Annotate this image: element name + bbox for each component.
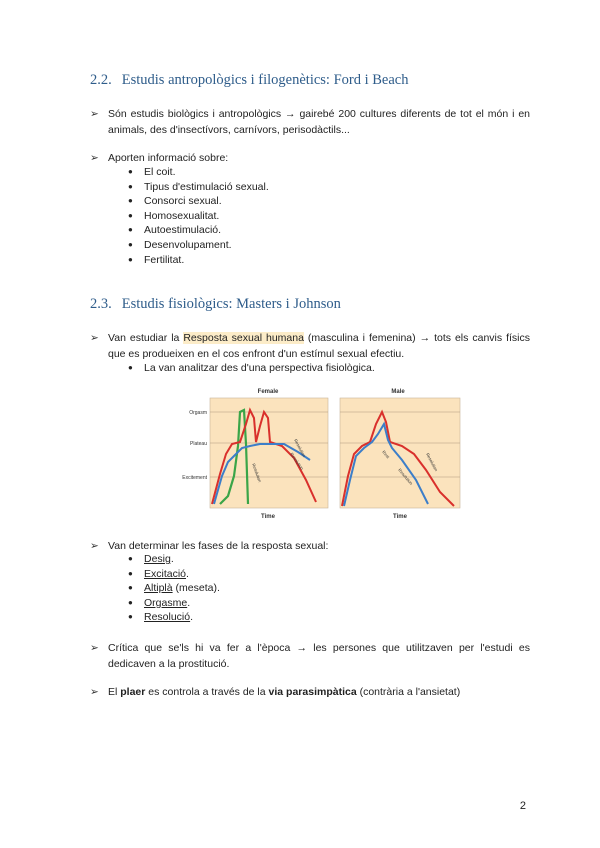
section-title: Estudis antropològics i filogenètics: Ford i Beach <box>121 72 409 88</box>
paragraph-ford-beach: ➢ Són estudis biològics i antropològics → gairebé 200 cultures diferents de tot el món i en animals, des d'insectívors, carnívors, perisodàctils... <box>90 108 530 136</box>
phases-list <box>128 552 220 625</box>
list-item: ● Resolució. <box>128 610 220 625</box>
arrow-bullet-icon: ➢ <box>90 108 99 120</box>
list-item: ● Excitació. <box>128 567 220 582</box>
paragraph-fases: ➢ Van determinar les fases de la resposta sexual: <box>90 540 329 552</box>
list-item: ● Desig. <box>128 552 220 567</box>
arrow-bullet-icon: ➢ <box>90 686 99 698</box>
list-item: ● Fertilitat. <box>128 253 269 268</box>
highlighted-term: Resposta sexual humana <box>183 332 304 344</box>
curve-label: Resolution <box>289 451 305 471</box>
paragraph-critica: ➢ Crítica que se'ls hi va fer a l'època → les persones que utilitzaven per l'estudi es dedicaven a la prostitució. <box>90 642 530 670</box>
x-label-male: Time <box>393 514 407 520</box>
list-item: ● Autoestimulació. <box>128 223 269 238</box>
section-2-2-heading <box>90 72 408 89</box>
list-item: ● Altiplà (meseta). <box>128 581 220 596</box>
section-title: Estudis fisiològics: Masters i Johnson <box>121 296 341 312</box>
arrow-bullet-icon: ➢ <box>90 332 99 344</box>
list-item: ● El coit. <box>128 165 269 180</box>
paragraph-aporten: ➢ Aporten informació sobre: <box>90 152 229 164</box>
list-item: ● Desenvolupament. <box>128 238 269 253</box>
y-label-orgasm: Orgasm <box>189 410 207 416</box>
list-item: ● La van analitzar des d'una perspectiva fisiològica. <box>128 361 375 376</box>
male-title: Male <box>391 389 405 395</box>
section-number: 2.2. <box>90 72 112 88</box>
paragraph-plaer: ➢ El plaer es controla a través de la via parasimpàtica (contrària a l'ansietat) <box>90 686 461 698</box>
sexual-response-figure <box>170 384 470 524</box>
arrow-bullet-icon: ➢ <box>90 540 99 552</box>
list-item: ● Consorci sexual. <box>128 194 269 209</box>
section-2-3-heading <box>90 296 341 313</box>
curve-label: Resolution <box>425 452 439 472</box>
y-label-excitement: Excitement <box>182 475 207 481</box>
x-label-female: Time <box>261 514 275 520</box>
section-number: 2.3. <box>90 296 112 312</box>
arrow-bullet-icon: ➢ <box>90 152 99 164</box>
curve-label: Resolution <box>251 462 263 483</box>
sub-bullet-list <box>128 361 375 376</box>
female-title: Female <box>257 389 279 395</box>
page-number: 2 <box>519 800 526 812</box>
list-item: ● Tipus d'estimulació sexual. <box>128 180 269 195</box>
list-item: ● Orgasme. <box>128 596 220 611</box>
list-item: ● Homosexualitat. <box>128 209 269 224</box>
paragraph-masters-johnson: ➢ Van estudiar la Resposta sexual humana (masculina i femenina) → tots els canvis físics que es produeixen en el cos enfront d'un estímul sexual efectiu. <box>90 332 530 360</box>
curve-label: Resolution <box>293 438 307 458</box>
curve-label: Rest <box>381 449 391 460</box>
curve-label: Resolution <box>397 467 414 486</box>
info-list <box>128 165 269 267</box>
arrow-bullet-icon: ➢ <box>90 642 99 654</box>
y-label-plateau: Plateau <box>190 441 207 447</box>
